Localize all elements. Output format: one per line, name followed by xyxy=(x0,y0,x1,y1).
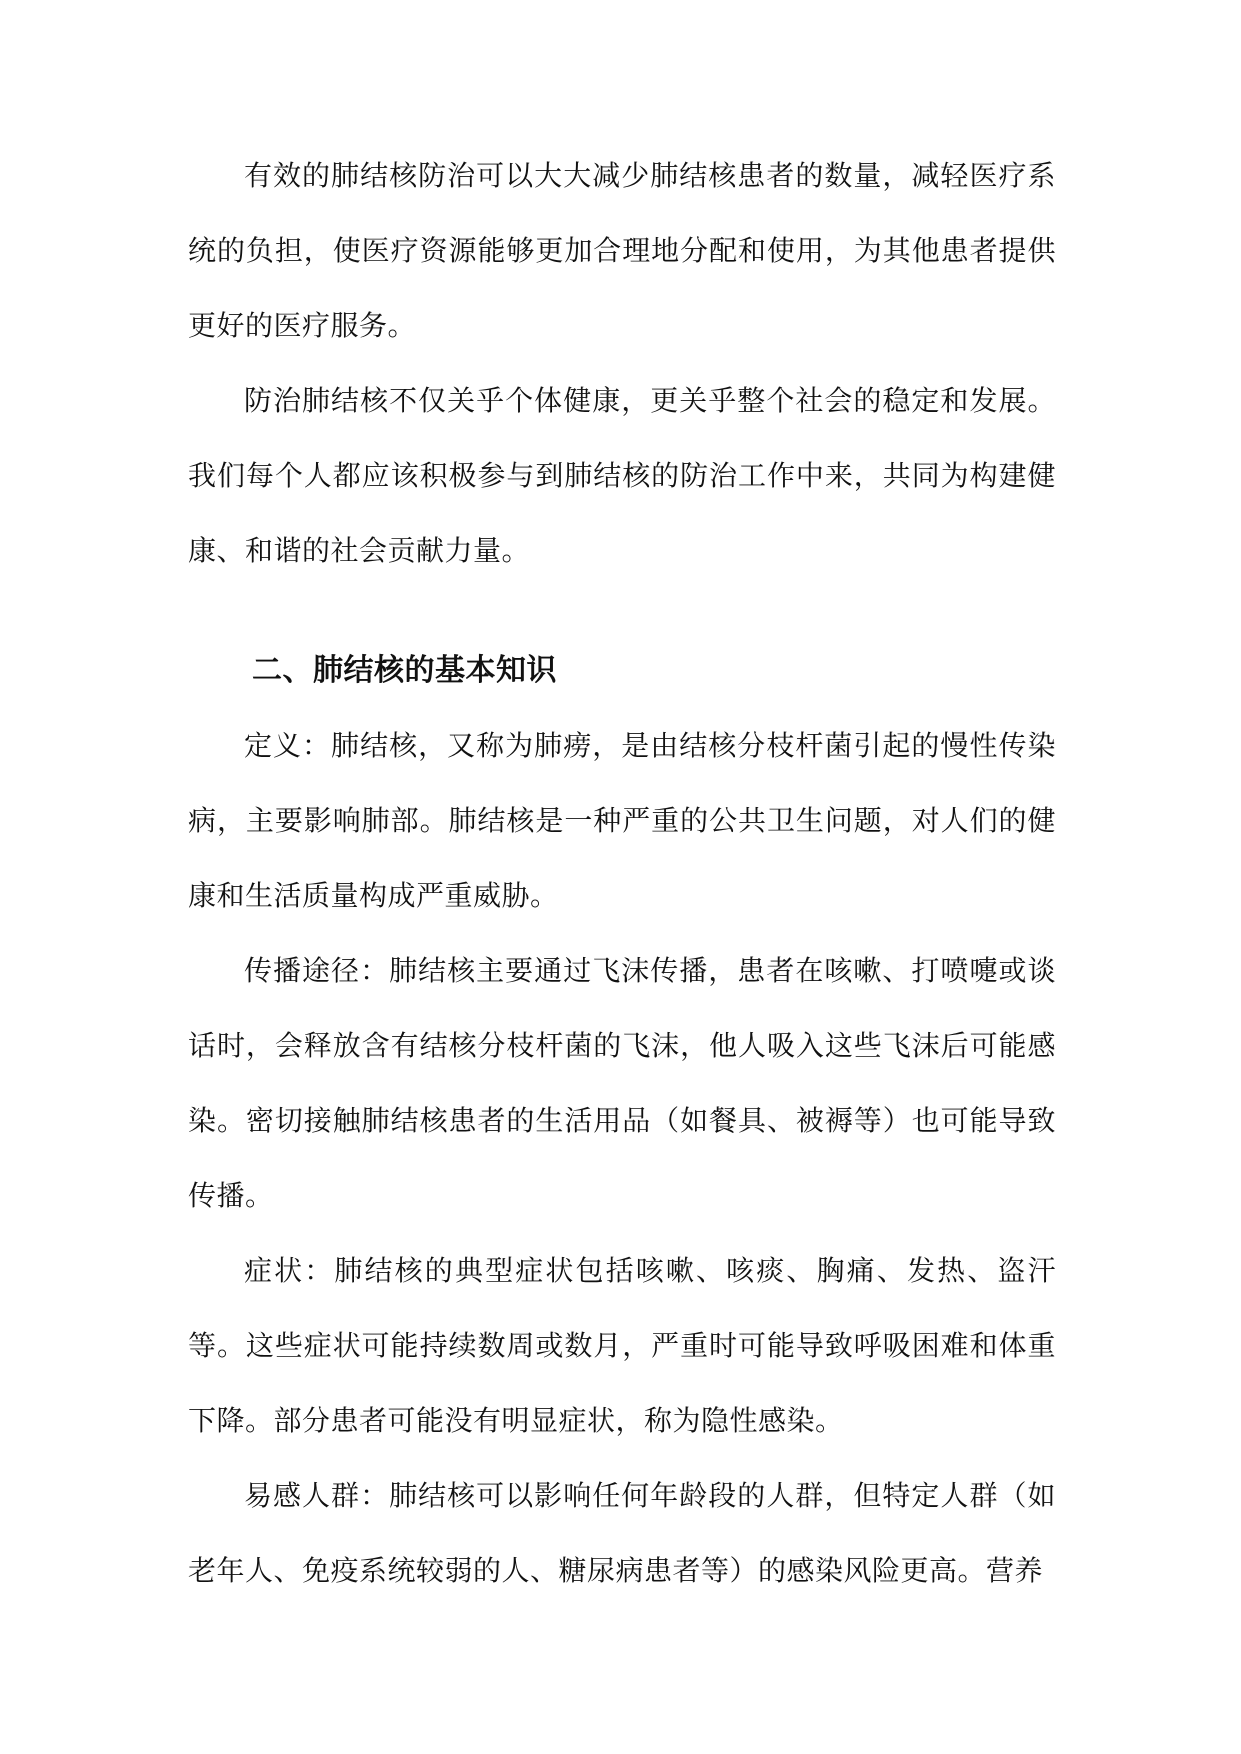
paragraph-transmission: 传播途径：肺结核主要通过飞沫传播，患者在咳嗽、打喷嚏或谈话时，会释放含有结核分枝杆菌的飞沫，他人吸入这些飞沫后可能感染。密切接触肺结核患者的生活用品（如餐具、被褥等）也可能导致传播。 xyxy=(188,954,1056,1212)
section-heading: 二、肺结核的基本知识 xyxy=(252,653,557,688)
page-body xyxy=(188,138,1056,1608)
paragraph-symptoms: 症状：肺结核的典型症状包括咳嗽、咳痰、胸痛、发热、盗汗等。这些症状可能持续数周或数月，严重时可能导致呼吸困难和体重下降。部分患者可能没有明显症状，称为隐性感染。 xyxy=(188,1254,1056,1437)
paragraph-resource-benefit: 有效的肺结核防治可以大大减少肺结核患者的数量，减轻医疗系统的负担，使医疗资源能够更加合理地分配和使用，为其他患者提供更好的医疗服务。 xyxy=(188,159,1056,342)
paragraph-susceptible-groups: 易感人群：肺结核可以影响任何年龄段的人群，但特定人群（如老年人、免疫系统较弱的人、糖尿病患者等）的感染风险更高。营养 xyxy=(188,1479,1056,1587)
paragraph-definition: 定义：肺结核，又称为肺痨，是由结核分枝杆菌引起的慢性传染病，主要影响肺部。肺结核是一种严重的公共卫生问题，对人们的健康和生活质量构成严重威胁。 xyxy=(188,729,1056,912)
paragraph-social-significance: 防治肺结核不仅关乎个体健康，更关乎整个社会的稳定和发展。我们每个人都应该积极参与到肺结核的防治工作中来，共同为构建健康、和谐的社会贡献力量。 xyxy=(188,384,1056,567)
